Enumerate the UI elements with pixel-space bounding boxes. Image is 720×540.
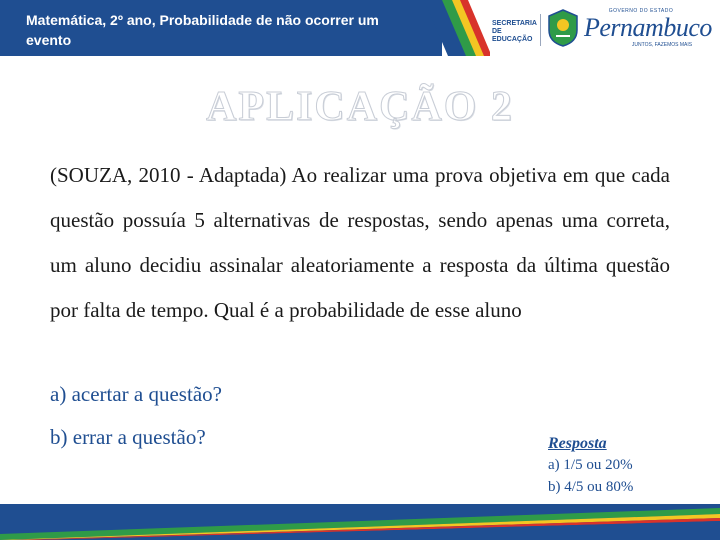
option-a: a) acertar a questão? <box>50 382 222 406</box>
header-stripes <box>424 0 490 56</box>
answer-line-a: a) 1/5 ou 20% <box>548 457 633 473</box>
logo-divider <box>540 14 541 46</box>
answer-title: Resposta <box>548 435 607 452</box>
state-seal-icon <box>546 8 580 48</box>
slogan: JUNTOS, FAZEMOS MAIS <box>631 42 693 48</box>
answer-box <box>548 434 708 498</box>
footer-stripes <box>0 504 720 540</box>
government-logos <box>492 6 712 54</box>
header-title: Matemática, 2º ano, Probabilidade de não ocorrer um evento <box>26 12 379 48</box>
secretaria-logo-text: SECRETARIA DE EDUCAÇÃO <box>492 20 537 43</box>
option-b: b) errar a questão? <box>50 425 206 449</box>
header-bar <box>0 0 442 56</box>
pernambuco-logo-text: Pernambuco <box>584 13 712 42</box>
governo-label: GOVERNO DO ESTADO <box>608 8 674 14</box>
slide-title: APLICAÇÃO 2 <box>206 84 514 130</box>
question-text: (SOUZA, 2010 - Adaptada) Ao realizar uma prova objetiva em que cada questão possuía 5 alternativas de respostas, sendo apenas uma correta, um aluno decidiu assinalar aleatoriamente a resposta da última questão por falta de tempo. Qual é a probabilidade de esse aluno <box>50 163 670 322</box>
answer-line-b: b) 4/5 ou 80% <box>548 479 634 495</box>
